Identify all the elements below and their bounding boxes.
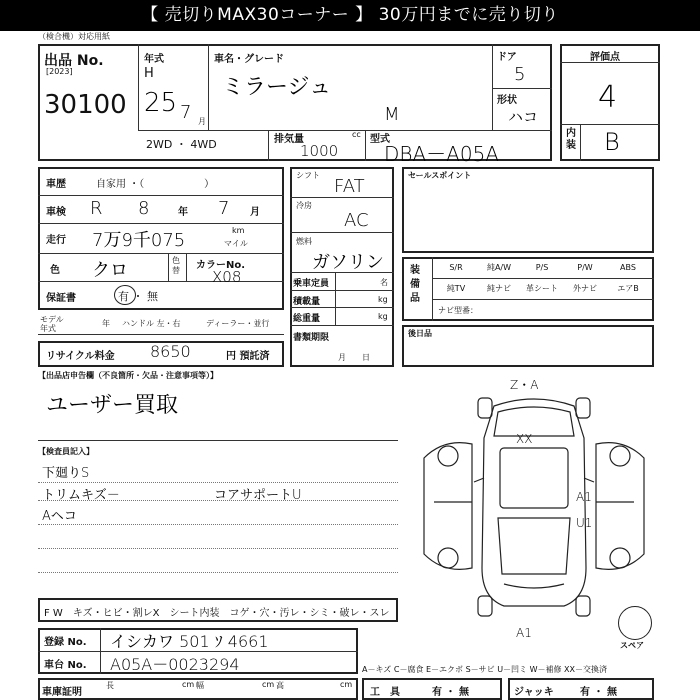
displacement-label: 排気量 [274,134,304,145]
drive-type: 2WD ・ 4WD [146,138,217,151]
model-label: 型式 [370,134,390,145]
equipment-row-1-item: P/S [535,263,549,272]
cert-label: 車庫証明 [42,687,82,698]
inspection-label: 車検 [46,207,66,218]
inspector-label: 【検査員記入】 [38,447,94,456]
gross-unit: kg [378,312,388,321]
seller-declaration-value: ユーザー買取 [46,393,179,418]
handle-side: ハンドル 左・右 [122,319,181,328]
chassis-value: A05A－0023294 [110,655,240,674]
late-items-box [402,325,654,367]
tools-value: 有 ・ 無 [432,687,469,698]
mileage-value: 7万9千075 [92,230,186,251]
mileage-unit-km: km [232,226,245,235]
lot-number: 30100 [44,90,127,120]
fuel-label: 燃料 [296,237,312,246]
diagram-side-1: A1 [576,490,592,504]
capacity-label: 乗車定員 [293,279,330,289]
equipment-row-2-item: 純ナビ [487,284,511,293]
sales-point-label: セールスポイント [408,171,472,180]
year-month: 7 [180,102,192,123]
score-label: 評価点 [590,52,620,63]
model-value: DBA－A05A [384,142,499,166]
inspection-year-unit: 年 [178,207,188,218]
car-name: ミラージュ [222,75,332,100]
dealer-type: ディーラー・並行 [206,319,270,328]
recycle-label: リサイクル料金 [46,351,115,362]
history-value: 自家用 ・（ ） [96,179,215,190]
spare-label: スペア [620,641,644,650]
warranty-value: 有 ・ 無 [118,290,158,303]
equipment-row-1-item: P/W [577,263,593,272]
inspection-era: R [90,198,103,219]
diagram-side-2: U1 [576,516,593,530]
score-value: 4 [598,80,618,115]
equipment-row-2-item: 革シート [526,284,558,293]
diagram-top: Z・A [510,378,539,392]
recycle-unit: 円 預託済 [226,351,270,362]
lot-tag: [2023] [46,67,73,76]
displacement-value: 1000 [300,142,339,160]
colorno-label: カラーNo. [196,260,246,271]
colorno-value: X08 [212,268,242,286]
equipment-row-2-item: 純TV [446,284,466,293]
warranty-circle-mark [114,285,136,305]
inspector-line-3: Aヘコ [42,509,77,524]
doc-deadline-unit: 月 日 [338,353,370,362]
car-label: 車名・グレード [214,54,284,65]
inspector-note: コアサポートU [214,488,302,503]
load-label: 積載量 [293,297,321,307]
cert-unit-2: cm [262,680,275,689]
recycle-value: 8650 [150,342,191,361]
equipment-row-1-item: ABS [620,263,636,272]
door-value: 5 [514,64,526,85]
displacement-unit: cc [352,130,361,139]
diagram-bottom: A1 [516,626,532,640]
chassis-label: 車台 No. [44,660,87,671]
door-label: ドア [497,52,517,63]
equipment-row-2-item: エアB [617,284,639,293]
car-grade: M [384,104,400,125]
load-unit: kg [378,295,388,304]
equipment-row-1-item: 純A/W [486,263,512,272]
equipment-row-2-item: 外ナビ [573,284,597,293]
gross-label: 総重量 [293,314,321,324]
spare-tire-icon [618,606,652,640]
cert-long: 長 [106,681,114,690]
history-label: 車歴 [46,179,66,190]
banner: 【 売切りMAX30コーナー 】 30万円までに売り切り [0,0,700,31]
doc-deadline-label: 書類期限 [293,333,330,343]
inspection-year: 8 [138,198,150,219]
lot-label: 出品 No. [44,53,104,69]
fuel-value: ガソリン [312,252,384,273]
cert-width: 幅 [196,681,204,690]
cert-unit-1: cm [182,680,195,689]
inspector-line-1: 下廻りS [42,466,90,481]
navi-label: ナビ型番： [438,306,478,315]
interior-label: 内装 [566,128,576,151]
shift-label: シフト [296,171,320,180]
capacity-unit: 名 [380,278,388,287]
equipment-label: 装備品 [410,265,420,304]
header-small: （検合機）対応用紙 [38,32,110,41]
diagram-roof: XX [516,432,533,446]
reg-label: 登録 No. [44,637,87,648]
model-year-unit: 年 [102,319,110,328]
damage-legend: A－キズ C－腐食 E－エクボ S－サビ U－凹ミ W－補修 XX－交換済 [362,665,608,674]
color-value: クロ [92,260,128,281]
cert-unit-3: cm [340,680,353,689]
seller-declaration-label: 【出品店申告欄（不良箇所・欠品・注意事項等）】 [38,371,218,380]
year-value: 25 [144,88,178,118]
late-label: 後日品 [408,329,432,338]
mileage-unit-mile: マイル [224,239,248,248]
cert-height: 高 [276,681,284,690]
inspection-month: 7 [218,198,230,219]
tools-label: 工 具 [370,687,400,698]
shape-label: 形状 [497,95,517,106]
jack-label: ジャッキ [514,687,554,698]
interior-value: B [604,128,620,156]
color-change-label: 色替 [172,256,180,275]
inspector-line-2: トリムキズ－ [42,488,120,503]
warranty-label: 保証書 [46,293,76,304]
shift-value: FAT [334,176,365,197]
equipment-row-1-item: S/R [449,263,463,272]
fw-row-text: F W キズ・ヒビ・割レX シート内装 コゲ・穴・汚レ・シミ・破レ・スレ [44,608,390,619]
year-era: H [144,66,154,81]
jack-value: 有 ・ 無 [580,687,617,698]
ac-label: 冷房 [296,201,312,210]
shape-value: ハコ [508,108,539,126]
reg-value: イシカワ 501 ｿ 4661 [110,632,269,651]
model-year-label: モデル年式 [40,315,64,333]
year-month-unit: 月 [198,117,206,126]
year-label: 年式 [144,54,164,65]
inspection-month-unit: 月 [250,207,260,218]
mileage-label: 走行 [46,235,66,246]
car-damage-diagram [414,378,654,640]
color-label: 色 [50,265,60,276]
ac-value: AC [344,210,369,231]
